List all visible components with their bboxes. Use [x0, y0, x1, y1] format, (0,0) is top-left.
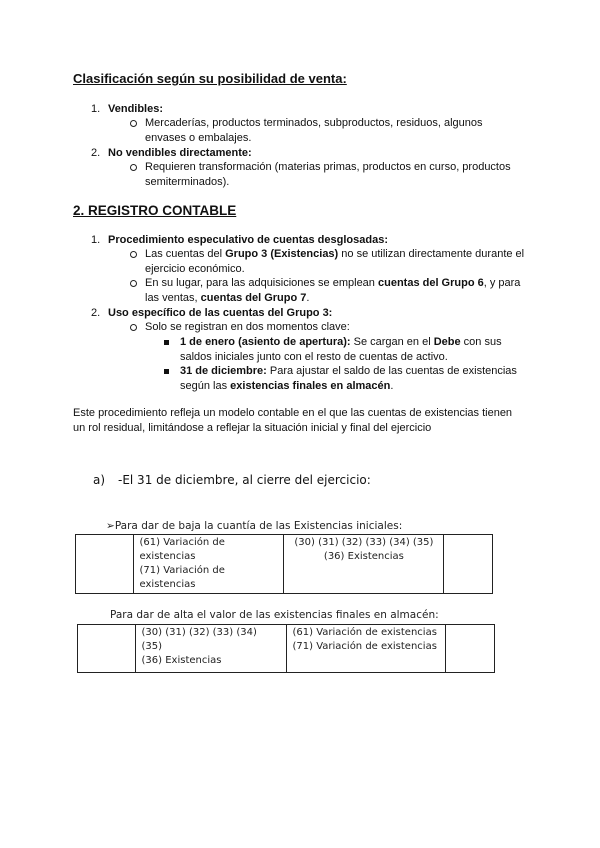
list-item-title: No vendibles directamente:	[108, 147, 252, 159]
paragraph-text: un rol residual, limitándose a reflejar la situación inicial y final del ejercicio	[73, 422, 432, 434]
list-subitem-text: 1 de enero (asiento de apertura): Se cargan en el Debe con sus	[180, 336, 502, 348]
list-subitem-text: las ventas, cuentas del Grupo 7.	[145, 292, 310, 304]
date-cell	[76, 535, 134, 594]
list-subitem-text: envases o embalajes.	[145, 132, 252, 144]
debit-account: (71) Variación de existencias	[139, 565, 225, 590]
debit-account: (36) Existencias	[141, 655, 222, 666]
amount-cell	[446, 625, 495, 673]
list-subitem-text: Mercaderías, productos terminados, subproductos, residuos, algunos	[145, 117, 483, 129]
list-subitem-text: En su lugar, para las adquisiciones se emplean cuentas del Grupo 6, y para	[145, 277, 521, 289]
list-subitem-text: 31 de diciembre: Para ajustar el saldo de las cuentas de existencias	[180, 365, 517, 377]
section-heading-registro-contable: 2. REGISTRO CONTABLE	[73, 203, 237, 218]
circle-bullet-icon	[130, 120, 137, 127]
list-number: 2.	[91, 147, 101, 159]
journal-entry-table	[75, 534, 493, 594]
journal-entry-table	[77, 624, 495, 673]
list-number: 1.	[91, 234, 101, 246]
date-cell	[78, 625, 136, 673]
debit-account: (61) Variación de existencias	[139, 537, 225, 562]
part-heading: -El 31 de diciembre, al cierre del ejercicio:	[118, 473, 371, 487]
list-subitem-text: Solo se registran en dos momentos clave:	[145, 321, 350, 333]
debit-cell	[133, 535, 284, 594]
debit-cell	[135, 625, 286, 673]
square-bullet-icon	[164, 369, 169, 374]
amount-cell	[444, 535, 493, 594]
list-number: 1.	[91, 103, 101, 115]
circle-bullet-icon	[130, 324, 137, 331]
part-label: a)	[93, 473, 106, 487]
credit-cell	[284, 535, 444, 594]
table-caption: Para dar de alta el valor de las existencias finales en almacén:	[110, 609, 439, 621]
list-subitem-text: semiterminados).	[145, 176, 230, 188]
arrow-bullet-icon: ➢	[106, 520, 115, 532]
list-subitem-text: ejercicio económico.	[145, 263, 245, 275]
circle-bullet-icon	[130, 251, 137, 258]
list-subitem-text: saldos iniciales junto con el resto de cuentas de activo.	[180, 351, 448, 363]
list-subitem-text: Requieren transformación (materias primas, productos en curso, productos	[145, 161, 511, 173]
credit-account: (61) Variación de existencias	[292, 627, 437, 638]
credit-account: (36) Existencias	[323, 551, 404, 562]
credit-account: (30) (31) (32) (33) (34) (35)	[294, 537, 434, 548]
list-item-title: Vendibles:	[108, 103, 164, 115]
list-number: 2.	[91, 307, 101, 319]
circle-bullet-icon	[130, 280, 137, 287]
paragraph-text: Este procedimiento refleja un modelo contable en el que las cuentas de existencias tienen	[73, 407, 513, 419]
credit-cell	[286, 625, 446, 673]
square-bullet-icon	[164, 340, 169, 345]
list-subitem-text: Las cuentas del Grupo 3 (Existencias) no se utilizan directamente durante el	[145, 248, 525, 260]
debit-account: (30) (31) (32) (33) (34) (35)	[141, 627, 257, 652]
list-item-title: Procedimiento especulativo de cuentas desglosadas:	[108, 234, 388, 246]
list-subitem-text: según las existencias finales en almacén.	[180, 380, 394, 392]
table-caption: ➢Para dar de baja la cuantía de las Existencias iniciales:	[106, 520, 403, 532]
circle-bullet-icon	[130, 164, 137, 171]
list-item-title: Uso específico de las cuentas del Grupo 3:	[108, 307, 333, 319]
credit-account: (71) Variación de existencias	[292, 641, 437, 652]
section-heading-clasificacion: Clasificación según su posibilidad de venta:	[73, 71, 347, 86]
